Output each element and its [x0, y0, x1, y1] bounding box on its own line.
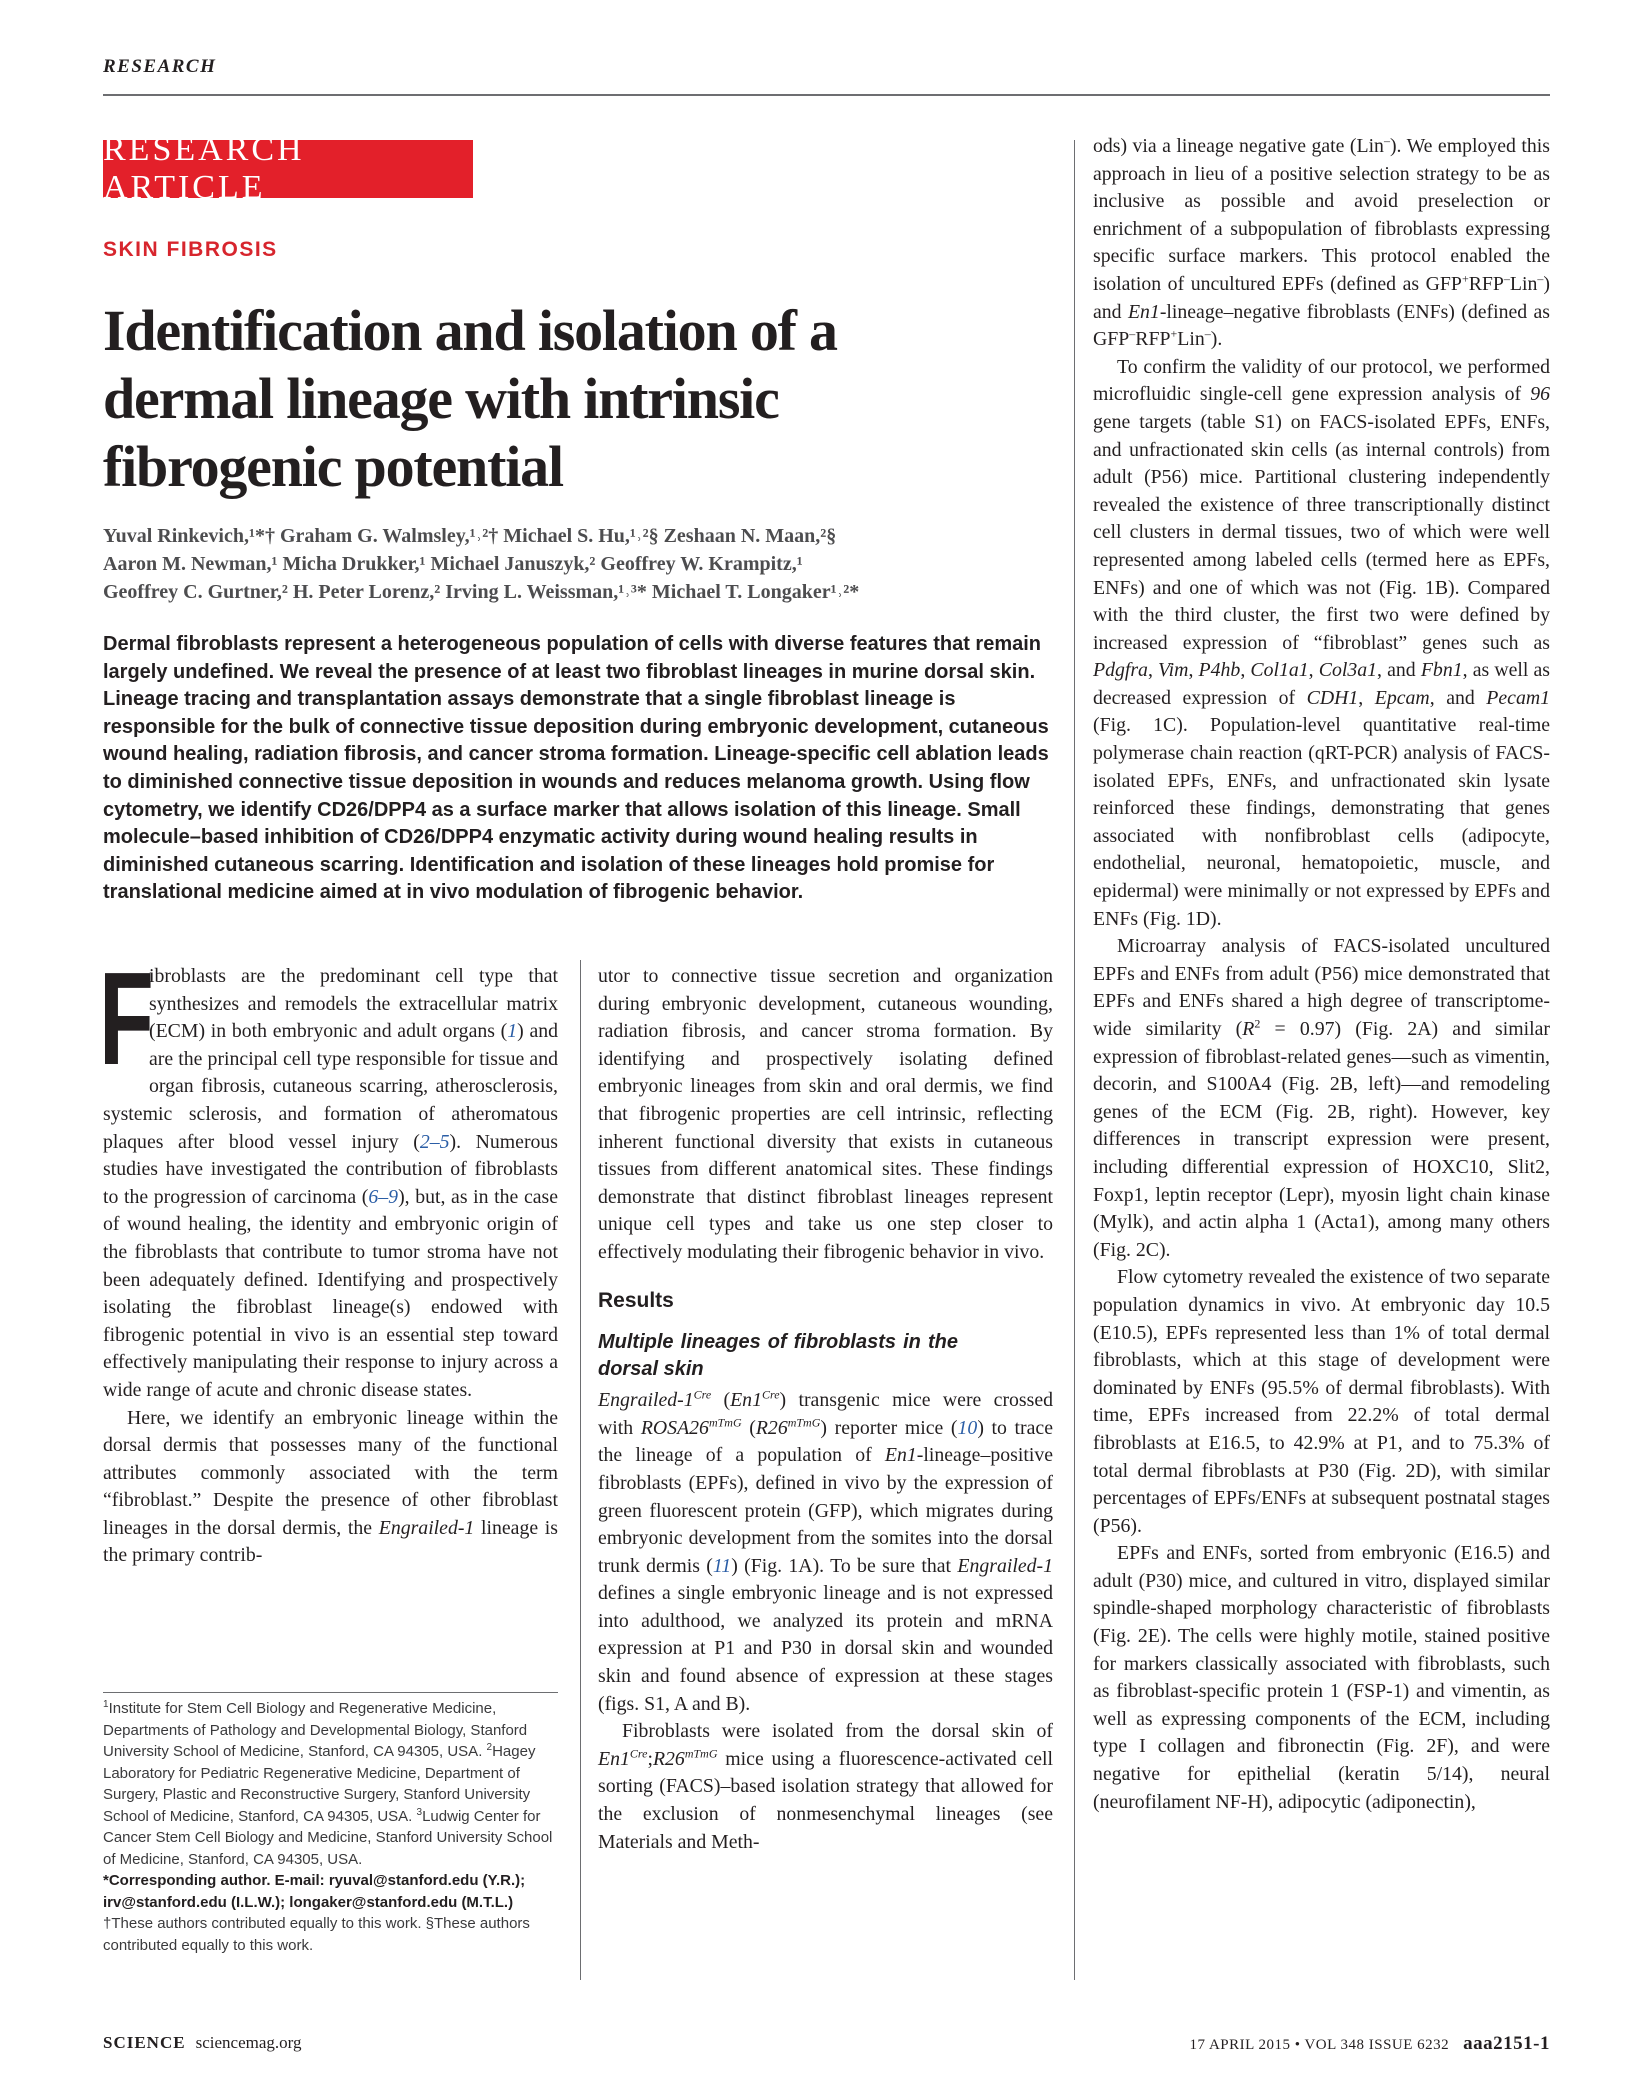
reference-link[interactable]: 6–9: [368, 1185, 399, 1208]
body-column-3: [1093, 133, 1550, 1816]
body-paragraph: Microarray analysis of FACS-isolated uncultured EPFs and ENFs from adult (P56) mice demonstrated that EPFs and ENFs shared a high degree of transcriptome-wide similarity $(R^2 = 0.97)$ (Fig. 2A) and similar expression of fibroblast-related genes—such as vimentin, decorin, and S100A4 (Fig. 2B, left)—and remodeling genes of the ECM (Fig. 2B, right). However, key differences in transcript expression were present, including differential expression of HOXC10, Slit2, Foxp1, leptin receptor (Lepr), myosin light chain kinase (Mylk), and actin alpha 1 (Acta1), among many others (Fig. 2C).: [1093, 935, 1550, 1261]
reference-link[interactable]: 2–5: [419, 1130, 450, 1153]
drop-cap: F: [99, 945, 154, 1092]
running-head-section: RESEARCH: [103, 56, 217, 77]
author-line: Aaron M. Newman,¹ Micha Drukker,¹ Michael Januszyk,² Geoffrey W. Krampitz,¹: [103, 553, 803, 575]
body-paragraph: ods) via a lineage negative gate (Lin–). We employed this approach in lieu of a positive selection strategy to be as inclusive as possible and avoid preselection or enrichment of a subpopulation of fibroblasts expressing specific surface markers. This protocol enabled the isolation of uncultured EPFs (defined as GFP+RFP–Lin–) and En1-lineage–negative fibroblasts (ENFs) (defined as GFP–RFP+Lin–).: [1093, 133, 1550, 351]
page-footer-right: [1093, 2033, 1550, 2055]
article-type-label: RESEARCH ARTICLE: [103, 131, 305, 206]
page-footer-left: [103, 2033, 302, 2053]
author-list: [103, 522, 1083, 606]
affiliations-footnote: $^1$Institute for Stem Cell Biology and Regenerative Medicine, Departments of Pathology and Developmental Biology, Stanford University School of Medicine, Stanford, CA 94305, USA. $^2$Hagey Laboratory for Pediatric Regenerative Medicine, Department of Surgery, Plastic and Reconstructive Surgery, Stanford University School of Medicine, Stanford, CA 94305, USA. $^3$Ludwig Center for Cancer Stem Cell Biology and Medicine, Stanford University School of Medicine, Stanford, CA 94305, USA. *Corresponding author. E-mail: ryuval@stanford.edu (Y.R.); irv@stanford.edu (I.L.W.); longaker@stanford.edu (M.T.L.) †These authors contributed equally to this work. §These authors contributed equally to this work.: [103, 1699, 553, 1954]
author-line: Geoffrey C. Gurtner,² H. Peter Lorenz,² Irving L. Weissman,¹˒³* Michael T. Longaker¹˒²*: [103, 581, 860, 603]
results-heading: Results: [598, 1288, 674, 1312]
issue-info: 17 APRIL 2015 • VOL 348 ISSUE 6232: [1189, 2037, 1450, 2053]
article-type-badge: [103, 131, 473, 206]
body-paragraph: To confirm the validity of our protocol, we performed microfluidic single-cell gene expression analysis of 96 gene targets (table S1) on FACS-isolated EPFs, ENFs, and unfractionated skin cells (as internal controls) from adult (P56) mice. Partitional clustering independently revealed the existence of three transcriptionally distinct cell clusters in dermal tissues, two of which were well represented among labeled cells (termed here as EPFs, ENFs) and one of which was not (Fig. 1B). Compared with the third cluster, the first two were defined by increased expression of “fibroblast” genes such as Pdgfra, Vim, P4hb, Col1a1, Col3a1, and Fbn1, as well as decreased expression of CDH1, Epcam, and Pecam1 (Fig. 1C). Population-level quantitative real-time polymerase chain reaction (qRT-PCR) analysis of FACS-isolated EPFs, ENFs, and unfractionated skin lysate reinforced these findings, demonstrating that genes associated with nonfibroblast cells (adipocyte, endothelial, neuronal, hematopoietic, muscle, and epidermal) were minimally or not expressed by EPFs and ENFs (Fig. 1D).: [1093, 355, 1551, 930]
intro-paragraph: F ibroblasts are the predominant cell type that synthesizes and remodels the extracellular matrix (ECM) in both embryonic and adult organs (1) and are the principal cell type responsible for tissue and organ fibrosis, cutaneous scarring, atherosclerosis, systemic sclerosis, and formation of atheromatous plaques after blood vessel injury (2–5). Numerous studies have investigated the contribution of fibroblasts to the progression of carcinoma (6–9), but, as in the case of wound healing, the identity and embryonic origin of the fibroblasts that contribute to tumor stroma have not been adequately defined. Identifying and prospectively isolating the fibroblast lineage(s) endowed with fibrogenic potential in vivo is an essential step toward effectively manipulating their response to injury across a wide range of acute and chronic disease states.: [99, 945, 559, 1401]
corresponding-author: *Corresponding author. E-mail: ryuval@stanford.edu (Y.R.); irv@stanford.edu (I.L.W.); longaker@stanford.edu (M.T.L.): [103, 1872, 526, 1911]
body-paragraph: utor to connective tissue secretion and organization during embryonic development, cutaneous wounding, radiation fibrosis, and cancer stroma formation. By identifying and prospectively isolating defined embryonic lineages from skin and oral dermis, we find that fibrogenic properties are cell intrinsic, reflecting inherent functional diversity that exists in cutaneous tissues from different anatomical sites. These findings demonstrate that distinct fibroblast lineages represent unique cell types and take us one step closer to effectively modulating their fibrogenic behavior in vivo.: [598, 965, 1053, 1263]
journal-site-link[interactable]: sciencemag.org: [195, 2033, 302, 2052]
header-rule: [103, 94, 1550, 96]
reference-link[interactable]: 10: [957, 1416, 978, 1439]
page-number: aaa2151-1: [1463, 2033, 1550, 2054]
body-column-2: [598, 963, 1053, 1856]
reference-link[interactable]: 1: [507, 1020, 518, 1043]
body-paragraph: Here, we identify an embryonic lineage within the dorsal dermis that possesses many of the functional attributes commonly associated with the term “fibroblast.” Despite the presence of other fibroblast lineages in the dorsal dermis, the Engrailed-1 lineage is the primary contrib-: [103, 1406, 558, 1567]
subject-kicker: SKIN FIBROSIS: [103, 238, 278, 261]
body-paragraph: Flow cytometry revealed the existence of two separate population dynamics in vivo. At embryonic day 10.5 (E10.5), EPFs represented less than 1% of total dermal fibroblasts, which at this stage of development were dominated by ENFs (95.5% of dermal fibroblasts). With time, EPFs increased from 22.2% of total dermal fibroblasts at E16.5, to 42.9% at P1, and to 75.3% of total dermal fibroblasts at P30 (Fig. 2D), with similar percentages of EPFs/ENFs at subsequent postnatal stages (P56).: [1093, 1266, 1550, 1537]
footnote-rule: [103, 1692, 558, 1693]
body-paragraph: Engrailed-$1^{Cre}$ $(En1^{Cre})$ transgenic mice were crossed with $ROSA26^{mTmG}$ $(R26^{mTmG})$ reporter mice (10) to trace the lineage of a population of En1-lineage–positive fibroblasts (EPFs), defined in vivo by the expression of green fluorescent protein (GFP), which migrates during embryonic development from the somites into the dorsal trunk dermis (11) (Fig. 1A). To be sure that Engrailed-1 defines a single embryonic lineage and is not expressed into adulthood, we analyzed its protein and mRNA expression at P1 and P30 in dorsal skin and wounded skin and found absence of expression at these stages (figs. S1, A and B).: [598, 1387, 1053, 1715]
body-paragraph: Fibroblasts were isolated from the dorsal skin of $En1^{Cre};R26^{mTmG}$ mice using a fluorescence-activated cell sorting (FACS)–based isolation strategy that allowed for the exclusion of nonmesenchymal lineages (see Materials and Meth-: [598, 1720, 1053, 1853]
body-column-1: [99, 945, 559, 1570]
abstract: Dermal fibroblasts represent a heterogeneous population of cells with diverse features that remain largely undefined. We reveal the presence of at least two fibroblast lineages in murine dorsal skin. Lineage tracing and transplantation assays demonstrate that a single fibroblast lineage is responsible for the bulk of connective tissue deposition during embryonic development, cutaneous wound healing, radiation fibrosis, and cancer stroma formation. Lineage-specific cell ablation leads to diminished connective tissue deposition in wounds and reduces melanoma growth. Using flow cytometry, we identify CD26/DPP4 as a surface marker that allows isolation of this lineage. Small molecule–based inhibition of CD26/DPP4 enzymatic activity during wound healing results in diminished cutaneous scarring. Identification and isolation of these lineages hold promise for translational medicine aimed at in vivo modulation of fibrogenic behavior.: [103, 633, 1049, 904]
subsection-heading: Multiple lineages of fibroblasts in the dorsal skin: [598, 1331, 958, 1381]
body-paragraph: EPFs and ENFs, sorted from embryonic (E16.5) and adult (P30) mice, and cultured in vitro, displayed similar spindle-shaped morphology characteristic of fibroblasts (Fig. 2E). The cells were highly motile, stained positive for markers classically associated with fibroblasts, such as fibroblast-specific protein 1 (FSP-1) and vimentin, as well as expressing components of the ECM, including type I collagen and fibronectin (Fig. 2F), and were negative for epithelial (keratin 5/14), neural (neurofilament NF-H), adipocytic (adiponectin),: [1093, 1542, 1550, 1813]
column-divider: [1074, 140, 1075, 1980]
reference-link[interactable]: 11: [712, 1554, 732, 1577]
journal-name: SCIENCE: [103, 2033, 186, 2052]
author-line: Yuval Rinkevich,¹*† Graham G. Walmsley,¹˒²† Michael S. Hu,¹˒²§ Zeshaan N. Maan,²§: [103, 525, 837, 547]
article-title: Identification and isolation of a dermal lineage with intrinsic fibrogenic potential: [103, 298, 837, 499]
column-divider: [580, 960, 581, 1980]
